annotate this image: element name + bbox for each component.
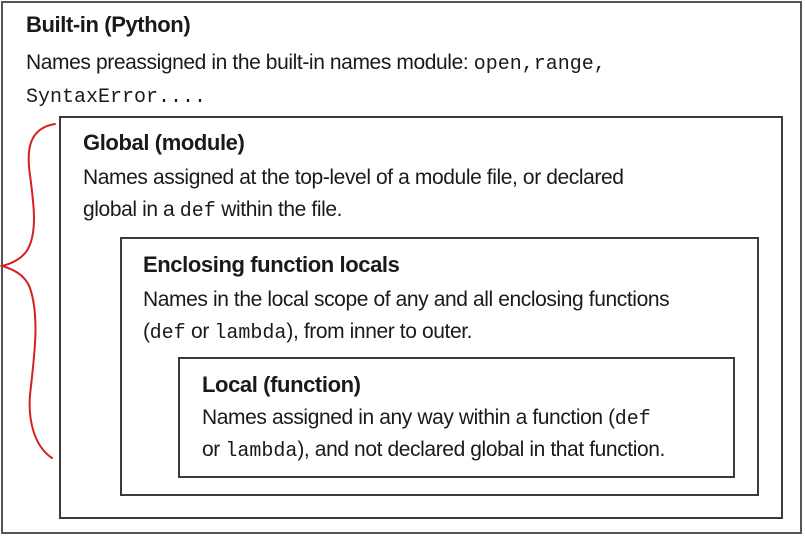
local-description-line1: Names assigned in any way within a function (def (202, 406, 651, 431)
local-description-line2: or lambda), and not declared global in that function. (202, 438, 665, 463)
enclosing-description-line1: Names in the local scope of any and all enclosing functions (143, 288, 670, 311)
builtin-title: Built-in (Python) (26, 12, 191, 37)
builtin-description-line2: SyntaxError.... (26, 86, 207, 109)
enclosing-description-line2: (def or lambda), from inner to outer. (143, 320, 473, 345)
local-title: Local (function) (202, 372, 361, 397)
global-title: Global (module) (83, 130, 245, 155)
curly-brace-icon (2, 124, 55, 458)
enclosing-title: Enclosing function locals (143, 252, 400, 277)
global-description-line1: Names assigned at the top-level of a module file, or declared (83, 166, 624, 189)
global-description-line2: global in a def within the file. (83, 198, 343, 223)
builtin-description-line1: Names preassigned in the built-in names module: open,range, (26, 51, 606, 76)
